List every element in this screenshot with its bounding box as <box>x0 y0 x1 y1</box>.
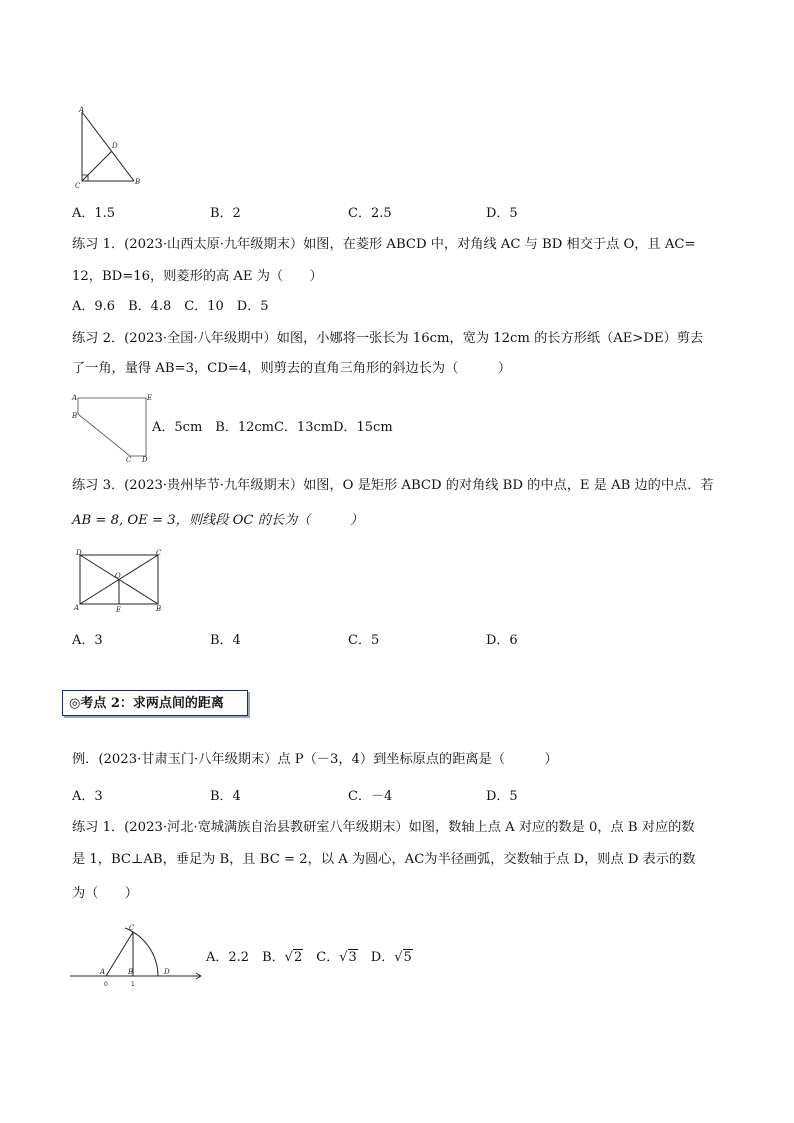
ex2-line1: 练习 2．(2023·全国·八年级期中）如图，小娜将一张长为 16cm，宽为 12cm 的长方形纸（AE>DE）剪去 <box>72 331 704 346</box>
ex4-label-d: D <box>164 968 170 976</box>
example-line: 例．(2023·甘肃玉门·八年级期末）点 P（－3，4）到坐标原点的距离是（ ） <box>72 752 558 767</box>
ex3-line1: 练习 3．(2023·贵州毕节·九年级期末）如图，O 是矩形 ABCD 的对角线 BD 的中点，E 是 AB 边的中点．若 <box>72 478 714 493</box>
radicand-5: 5 <box>403 950 412 965</box>
q0-option-b: B．2 <box>210 206 241 221</box>
ex2-line2: 了一角，量得 AB=3，CD=4，则剪去的直角三角形的斜边长为（ ） <box>72 361 512 376</box>
ex4-tick-1: 1 <box>131 981 135 988</box>
q0-option-d: D．5 <box>486 206 518 221</box>
ex4-label-c: C <box>129 924 135 932</box>
ex1-line2: 12，BD=16，则菱形的高 AE 为（ ） <box>72 269 323 284</box>
ex4-line1: 练习 1．(2023·河北·宽城满族自治县教研室八年级期末）如图，数轴上点 A 对应的数是 0，点 B 对应的数 <box>72 820 695 835</box>
example-option-b: B．4 <box>210 789 241 804</box>
example-option-d: D．5 <box>486 789 518 804</box>
ex1-line1: 练习 1．(2023·山西太原·九年级期末）如图，在菱形 ABCD 中，对角线 AC 与 BD 相交于点 O，且 AC= <box>72 237 696 252</box>
ex4-options <box>206 949 413 967</box>
ex3-label-b: B <box>156 605 162 613</box>
ex4-label-a: A <box>100 968 106 976</box>
ex2-options: A．5cm B．12cmC．13cmD．15cm <box>152 420 393 435</box>
sqrt-5 <box>394 949 413 967</box>
ex3-option-d: D．6 <box>486 633 518 648</box>
figure-rectangle-abcd <box>72 548 168 616</box>
ex2-label-a: A <box>72 394 78 402</box>
ex4-option-d: D． <box>370 950 395 965</box>
ex2-label-e: E <box>147 394 153 402</box>
ex4-tick-0: 0 <box>104 981 108 988</box>
label-c: C <box>75 182 81 190</box>
figure-number-line <box>68 920 204 990</box>
ex3-line2: AB = 8, OE = 3，则线段 OC 的长为（ ） <box>72 513 364 528</box>
sqrt-sign: √ <box>339 950 348 965</box>
ex3-option-c: C．5 <box>348 633 380 648</box>
sqrt-sign: √ <box>284 950 293 965</box>
ex1-options: A．9.6 B．4.8 C．10 D．5 <box>72 299 269 314</box>
radicand-3: 3 <box>348 950 357 965</box>
label-a: A <box>79 106 85 114</box>
section-header-kaodian-2: ◎考点 2：求两点间的距离 <box>62 690 248 716</box>
ex4-option-b: B． <box>262 950 285 965</box>
ex3-label-d: D <box>76 549 82 557</box>
ex3-label-o: O <box>115 572 121 580</box>
ex4-option-a: A．2.2 <box>206 950 250 965</box>
ex3-label-a: A <box>74 604 80 612</box>
radicand-2: 2 <box>293 950 303 965</box>
figure-cut-rectangle <box>70 392 154 462</box>
ex3-option-b: B．4 <box>210 633 241 648</box>
ex3-label-e: E <box>116 606 122 614</box>
label-b: B <box>135 178 141 186</box>
ex4-label-b: B <box>128 968 134 976</box>
label-d: D <box>112 142 118 150</box>
example-option-c: C．－4 <box>348 789 393 804</box>
ex3-option-a: A．3 <box>72 633 103 648</box>
ex4-line3: 为（ ） <box>72 886 138 901</box>
q0-option-a: A．1.5 <box>72 206 116 221</box>
sqrt-sign: √ <box>394 950 403 965</box>
q0-option-c: C．2.5 <box>348 206 392 221</box>
example-option-a: A．3 <box>72 789 103 804</box>
ex2-label-d: D <box>142 456 148 462</box>
ex2-label-c: C <box>126 456 132 462</box>
ex4-line2: 是 1，BC⊥AB，垂足为 B，且 BC = 2，以 A 为圆心，AC为半径画弧，交数轴于点 D，则点 D 表示的数 <box>72 852 696 867</box>
sqrt-2 <box>285 949 304 967</box>
sqrt-3 <box>339 949 358 967</box>
ex4-option-c: C． <box>316 950 340 965</box>
ex3-label-c: C <box>156 549 162 557</box>
figure-right-triangle <box>72 104 152 192</box>
ex2-label-b: B <box>72 412 78 420</box>
